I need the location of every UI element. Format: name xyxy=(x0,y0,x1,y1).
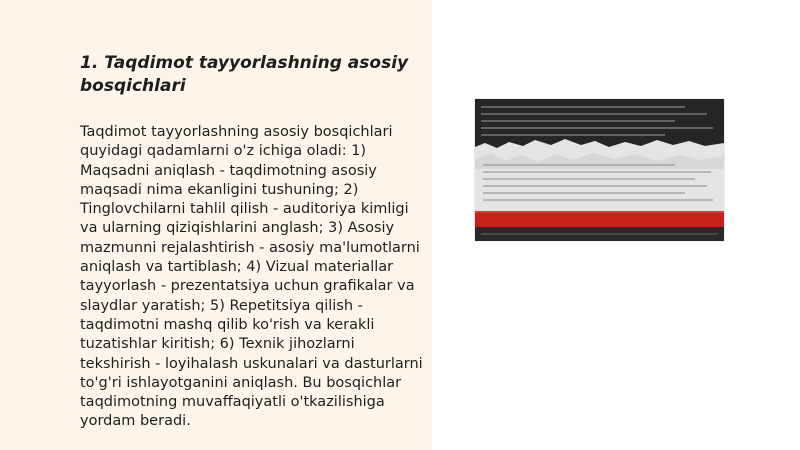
thumbnail-graphic xyxy=(475,99,724,241)
slide-thumbnail-image xyxy=(475,99,724,241)
slide-title: 1. Taqdimot tayyorlashning asosiy bosqichlari xyxy=(80,53,409,96)
slide-body-text: Taqdimot tayyorlashning asosiy bosqichlari quyidagi qadamlarni o'z ichiga oladi: 1) Maqsadni aniqlash - taqdimotning asosiy maqsadi nima ekanligini tushuning; 2) Tinglovchilarni tahlil qilish - auditoriya kimligi va ularning qiziqishlarini anglash; 3) Asosiy mazmunni rejalashtirish - asosiy ma'lumotlarni aniqlash va tartiblash; 4) Vizual materiallar tayyorlash - prezentatsiya uchun grafikalar va slaydlar yaratish; 5) Repetitsiya qilish - taqdimotni mashq qilib ko'rish va kerakli tuzatishlar kiritish; 6) Texnik jihozlarni tekshirish - loyihalash uskunalari va dasturlarni to'g'ri ishlayotganini aniqlash. Bu bosqichlar taqdimotning muvaffaqiyatli o'tkazilishiga yordam beradi. xyxy=(80,124,423,430)
